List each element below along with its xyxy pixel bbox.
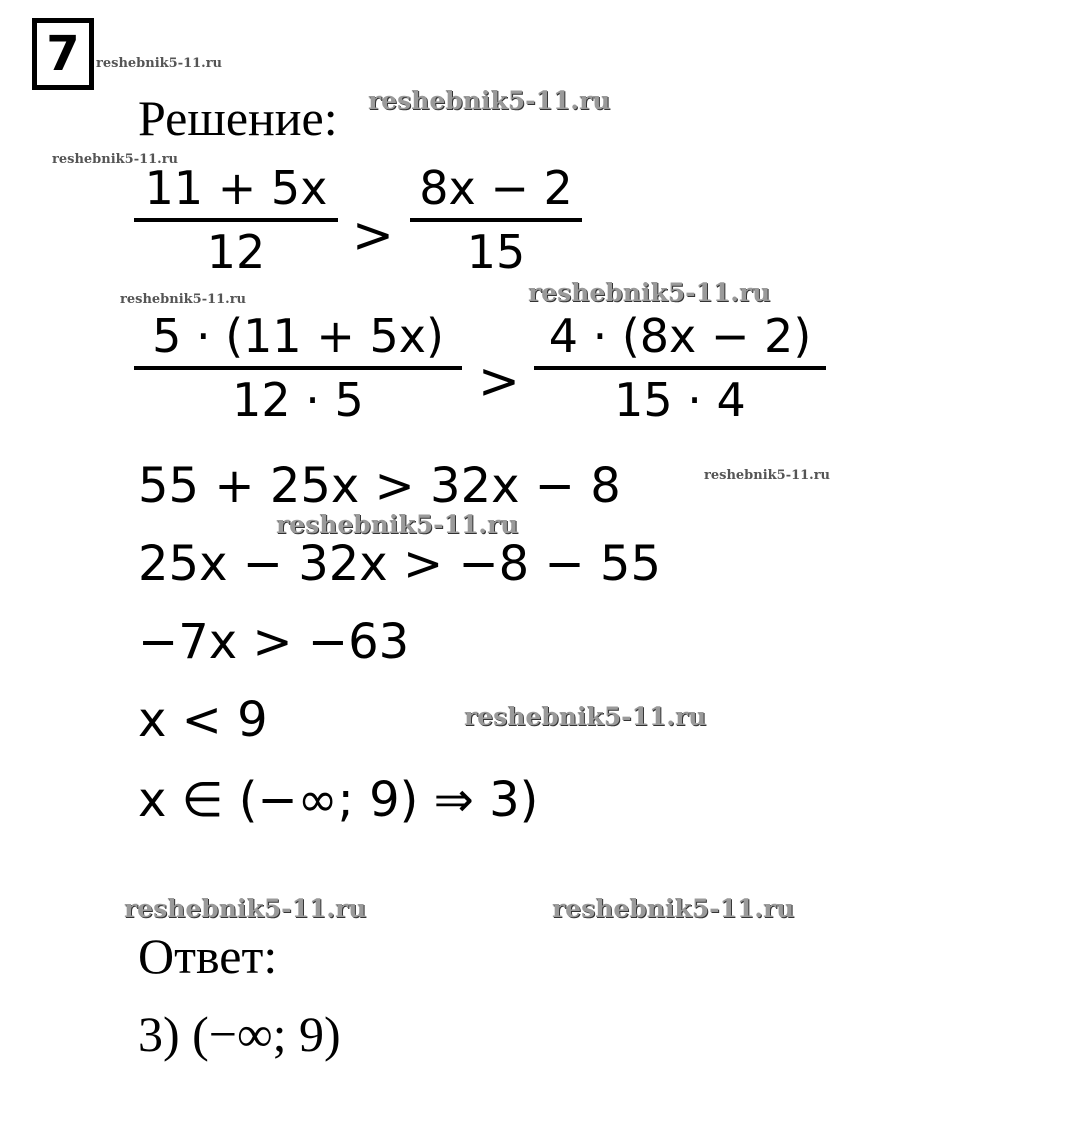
watermark: reshebnik5-11.ru <box>120 292 247 307</box>
denominator: 15 <box>466 225 526 279</box>
watermark: reshebnik5-11.ru <box>52 152 179 167</box>
fraction-left-2 <box>134 310 462 426</box>
solution-line: 25x − 32x > −8 − 55 <box>138 536 662 592</box>
solution-line: −7x > −63 <box>138 614 410 670</box>
watermark: reshebnik5-11.ru <box>528 278 771 307</box>
fraction-bar <box>534 366 826 370</box>
solution-line: 55 + 25x > 32x − 8 <box>138 458 621 514</box>
numerator: 5 · (11 + 5x) <box>152 309 444 363</box>
numerator: 8x − 2 <box>419 161 573 215</box>
numerator: 4 · (8x − 2) <box>548 309 812 363</box>
answer-label: Ответ: <box>138 928 278 984</box>
denominator: 12 <box>206 225 266 279</box>
task-number: 7 <box>32 18 94 90</box>
inequality-sign: > <box>478 352 520 410</box>
watermark: reshebnik5-11.ru <box>96 56 223 71</box>
watermark: reshebnik5-11.ru <box>552 894 795 923</box>
fraction-bar <box>134 366 462 370</box>
solution-line: x ∈ (−∞; 9) ⇒ 3) <box>138 772 539 828</box>
numerator: 11 + 5x <box>144 161 328 215</box>
fraction-bar <box>410 218 582 222</box>
fraction-right-2 <box>534 310 826 426</box>
inequality-sign: > <box>352 206 394 264</box>
denominator: 12 · 5 <box>232 373 364 427</box>
fraction-bar <box>134 218 338 222</box>
answer-value: 3) (−∞; 9) <box>138 1006 341 1062</box>
watermark: reshebnik5-11.ru <box>464 702 707 731</box>
fraction-right-1 <box>410 162 582 278</box>
watermark: reshebnik5-11.ru <box>704 468 831 483</box>
watermark: reshebnik5-11.ru <box>368 86 611 115</box>
solution-label: Решение: <box>138 90 338 146</box>
fraction-left-1 <box>134 162 338 278</box>
solution-line: x < 9 <box>138 692 268 748</box>
watermark: reshebnik5-11.ru <box>124 894 367 923</box>
denominator: 15 · 4 <box>614 373 746 427</box>
watermark: reshebnik5-11.ru <box>276 510 519 539</box>
